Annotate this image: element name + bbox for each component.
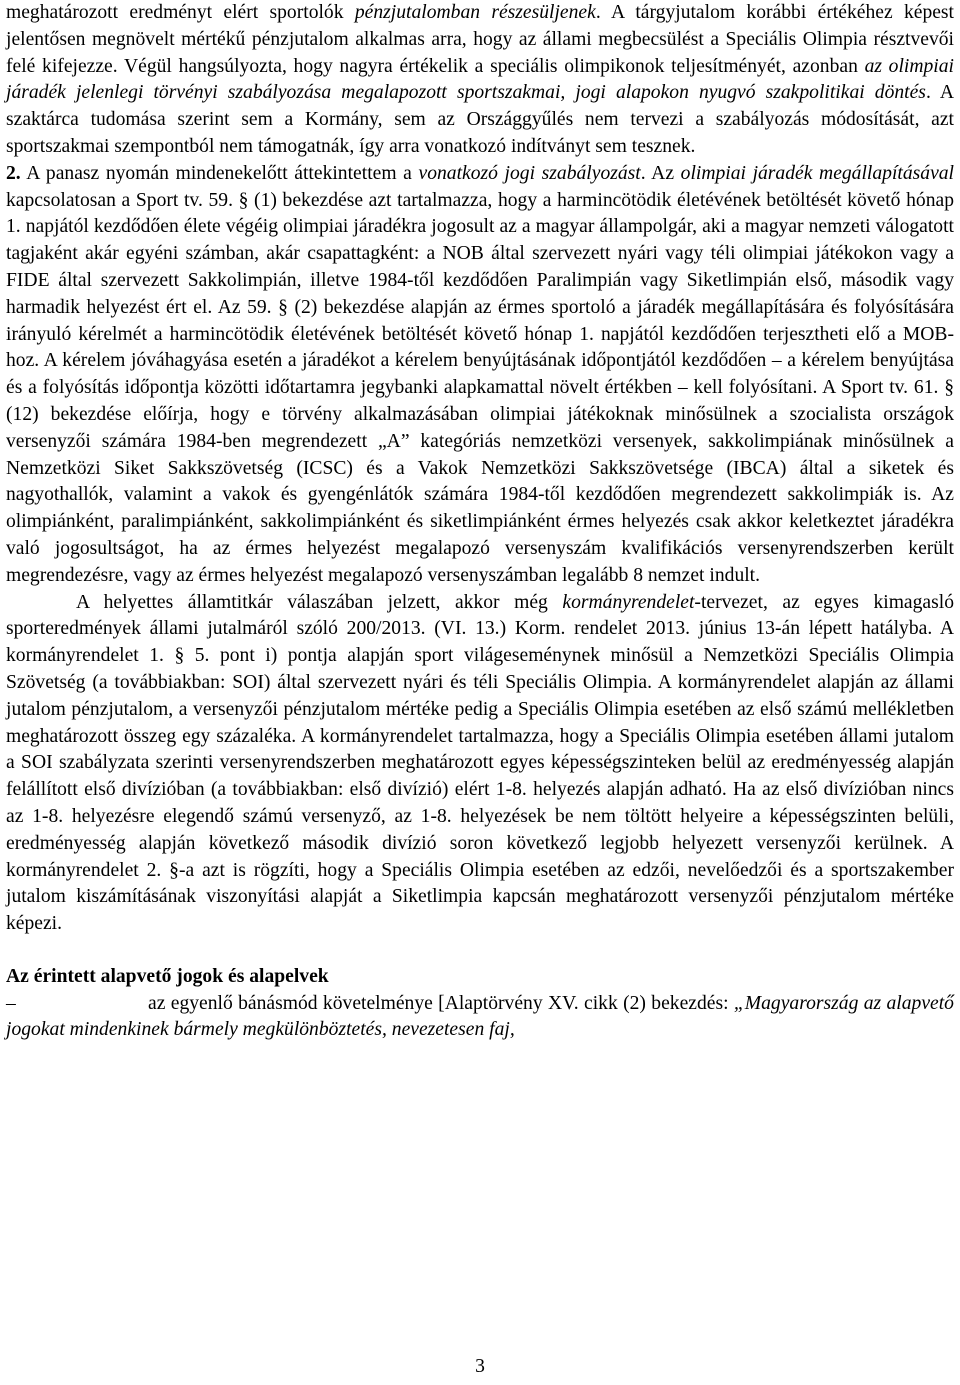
list-marker: – [6,992,16,1014]
spacer [6,938,954,964]
text-run: az egyenlő bánásmód követelménye [Alaptörvény XV. cikk (2) bekezdés: [148,992,734,1014]
section-heading: Az érintett alapvető jogok és alapelvek [6,965,329,987]
text-run: meghatározott eredményt elért sportolók [6,2,355,23]
paragraph-government-decree [6,590,954,938]
text-run: . A tárgyjutalom korábbi értékéhez képest jelentősen megnövelt mértékű pénzjutalom alkalmas arra, hogy az állami megbecsülést a Speciális Olimpia résztvevői felé kifejezze. Végül hangsúlyozta, hogy nagyra értékelik a speciális olimpikonok teljesítményét, azonban [6,2,955,77]
paragraph-section-2 [6,161,954,590]
text-run: „Magyarország az alapvető jogokat mindenkinek bármely megkülönböztetés, nevezetesen faj, [6,992,954,1041]
text-run: kormányrendelet [562,591,695,613]
text-run: az olimpiai járadék jelenlegi törvényi szabályozása megalapozott sportszakmai, jogi alapokon nyugvó szakpolitikai döntés [6,55,954,104]
text-run: 2. [6,162,21,184]
text-run: kapcsolatosan a Sport tv. 59. § (1) bekezdése azt tartalmazza, hogy a harmincötödik életévének betöltését követő hónap 1. napjától kezdődően élete végéig olimpiai járadékra jogosult az a magyar állampolgár, aki a magyar nemzeti válogatott tagjaként akár egyéni számban, akár csapattagként: a NOB által szervezett nyári vagy téli olimpiai játékokon vagy a FIDE által szervezett Sakkolimpián, illetve 1984-től kezdődően Paralimpián vagy Siketlimpián első, második vagy harmadik helyezést ért el. Az 59. § (2) bekezdése alapján az érmes sportoló a járadék megállapítására és folyósítására irányuló kérelmét a harmincötödik életévének betöltését követő hónap 1. napjától kezdődően terjesztheti elő a MOB-hoz. A kérelem jóváhagyása esetén a járadékot a kérelem benyújtásának időpontjától kezdődően – a kérelem benyújtása és a folyósítás időpontja közötti időtartamra jegybanki alapkamattal növelt értékben – kell folyósítani. A Sport tv. 61. § (12) bekezdése előírja, hogy e törvény alkalmazásában olimpiai játékoknak minősülnek a szocialista országok versenyzői számára 1984-ben megrendezett „A” kategóriás nemzetközi versenyek, sakkolimpiának minősülnek a Nemzetközi Siket Sakkszövetség (ICSC) és a Vakok Nemzetközi Sakkszövetsége (IBCA) által a siketek és nagyothallók, valamint a vakok és gyengénlátók számára 1984-től kezdődően megrendezett sakkolimpiák is. Az olimpiánként, paralimpiánként, sakkolimpiánként és siketlimpiánként érmes helyezés csak akkor keletkeztet járadékra való jogosultságot, ha az érmes helyezést megalapozó versenyszám kvalifikációs versenyrendszerben került megrendezésre, vagy az érmes helyezést megalapozó versenyszámban legalább 8 nemzet indult. [6,189,954,586]
text-run: -tervezet, az egyes kimagasló sporteredmények állami jutalmáról szóló 200/2013. (VI. 13.) Korm. rendelet 2013. június 13-án lépett hatályba. A kormányrendelet 1. § 5. pont i) pontja alapján sport világeseménynek minősül a Nemzetközi Speciális Olimpia Szövetség (a továbbiakban: SOI) által szervezett nyári és téli Speciális Olimpia. A kormányrendelet alapján az állami jutalom pénzjutalom, a versenyzői pénzjutalom mértéke pedig a Speciális Olimpia esetében az első számú mellékletben meghatározott összeg egy százaléka. A kormányrendelet tartalmazza, hogy a Speciális Olimpia esetében állami jutalom a SOI szabályzata szerinti versenyrendszerben meghatározott egyes képességszinteken belül az eredményesség alapján felállított első divízióban (a továbbiakban: első divízió) elért 1-8. helyezés alapján adható. Ha az első divízióban nincs az 1-8. helyezésre elegendő számú versenyző, az 1-8. helyezések be nem töltött helyeire a képességszinten belüli, eredményesség alapján következő második divízió soron következő legjobb helyezett versenyzői kerülnek. A kormányrendelet 2. §-a azt is rögzíti, hogy a Speciális Olimpia esetében az edzői, nevelőedzői és a sportszakember jutalom kiszámításának viszonyítási alapját a Siketlimpia kapcsán meghatározott versenyzői pénzjutalom mértéke képezi. [6,591,954,935]
document-page [6,0,954,1044]
paragraph-intro [6,0,954,161]
list-item-equal-treatment [6,991,954,1045]
text-run: vonatkozó jogi szabályozást [418,162,641,184]
page-number: 3 [475,1356,485,1377]
text-run: olimpiai járadék megállapításával [680,162,955,184]
text-run: A panasz nyomán mindenekelőtt áttekintettem a [20,162,419,184]
text-run: . Az [640,162,681,184]
text-run: A helyettes államtitkár válaszában jelzett, akkor még [76,591,563,613]
text-run: pénzjutalomban részesüljenek [354,2,596,23]
text-run: . A szaktárca tudomása szerint sem a Kormány, sem az Országgyűlés nem tervezi a szabályozás módosítását, azt sportszakmai szempontból nem támogatnák, így arra vonatkozó indítványt sem tesznek. [6,82,954,157]
list-item-text [6,993,954,1041]
